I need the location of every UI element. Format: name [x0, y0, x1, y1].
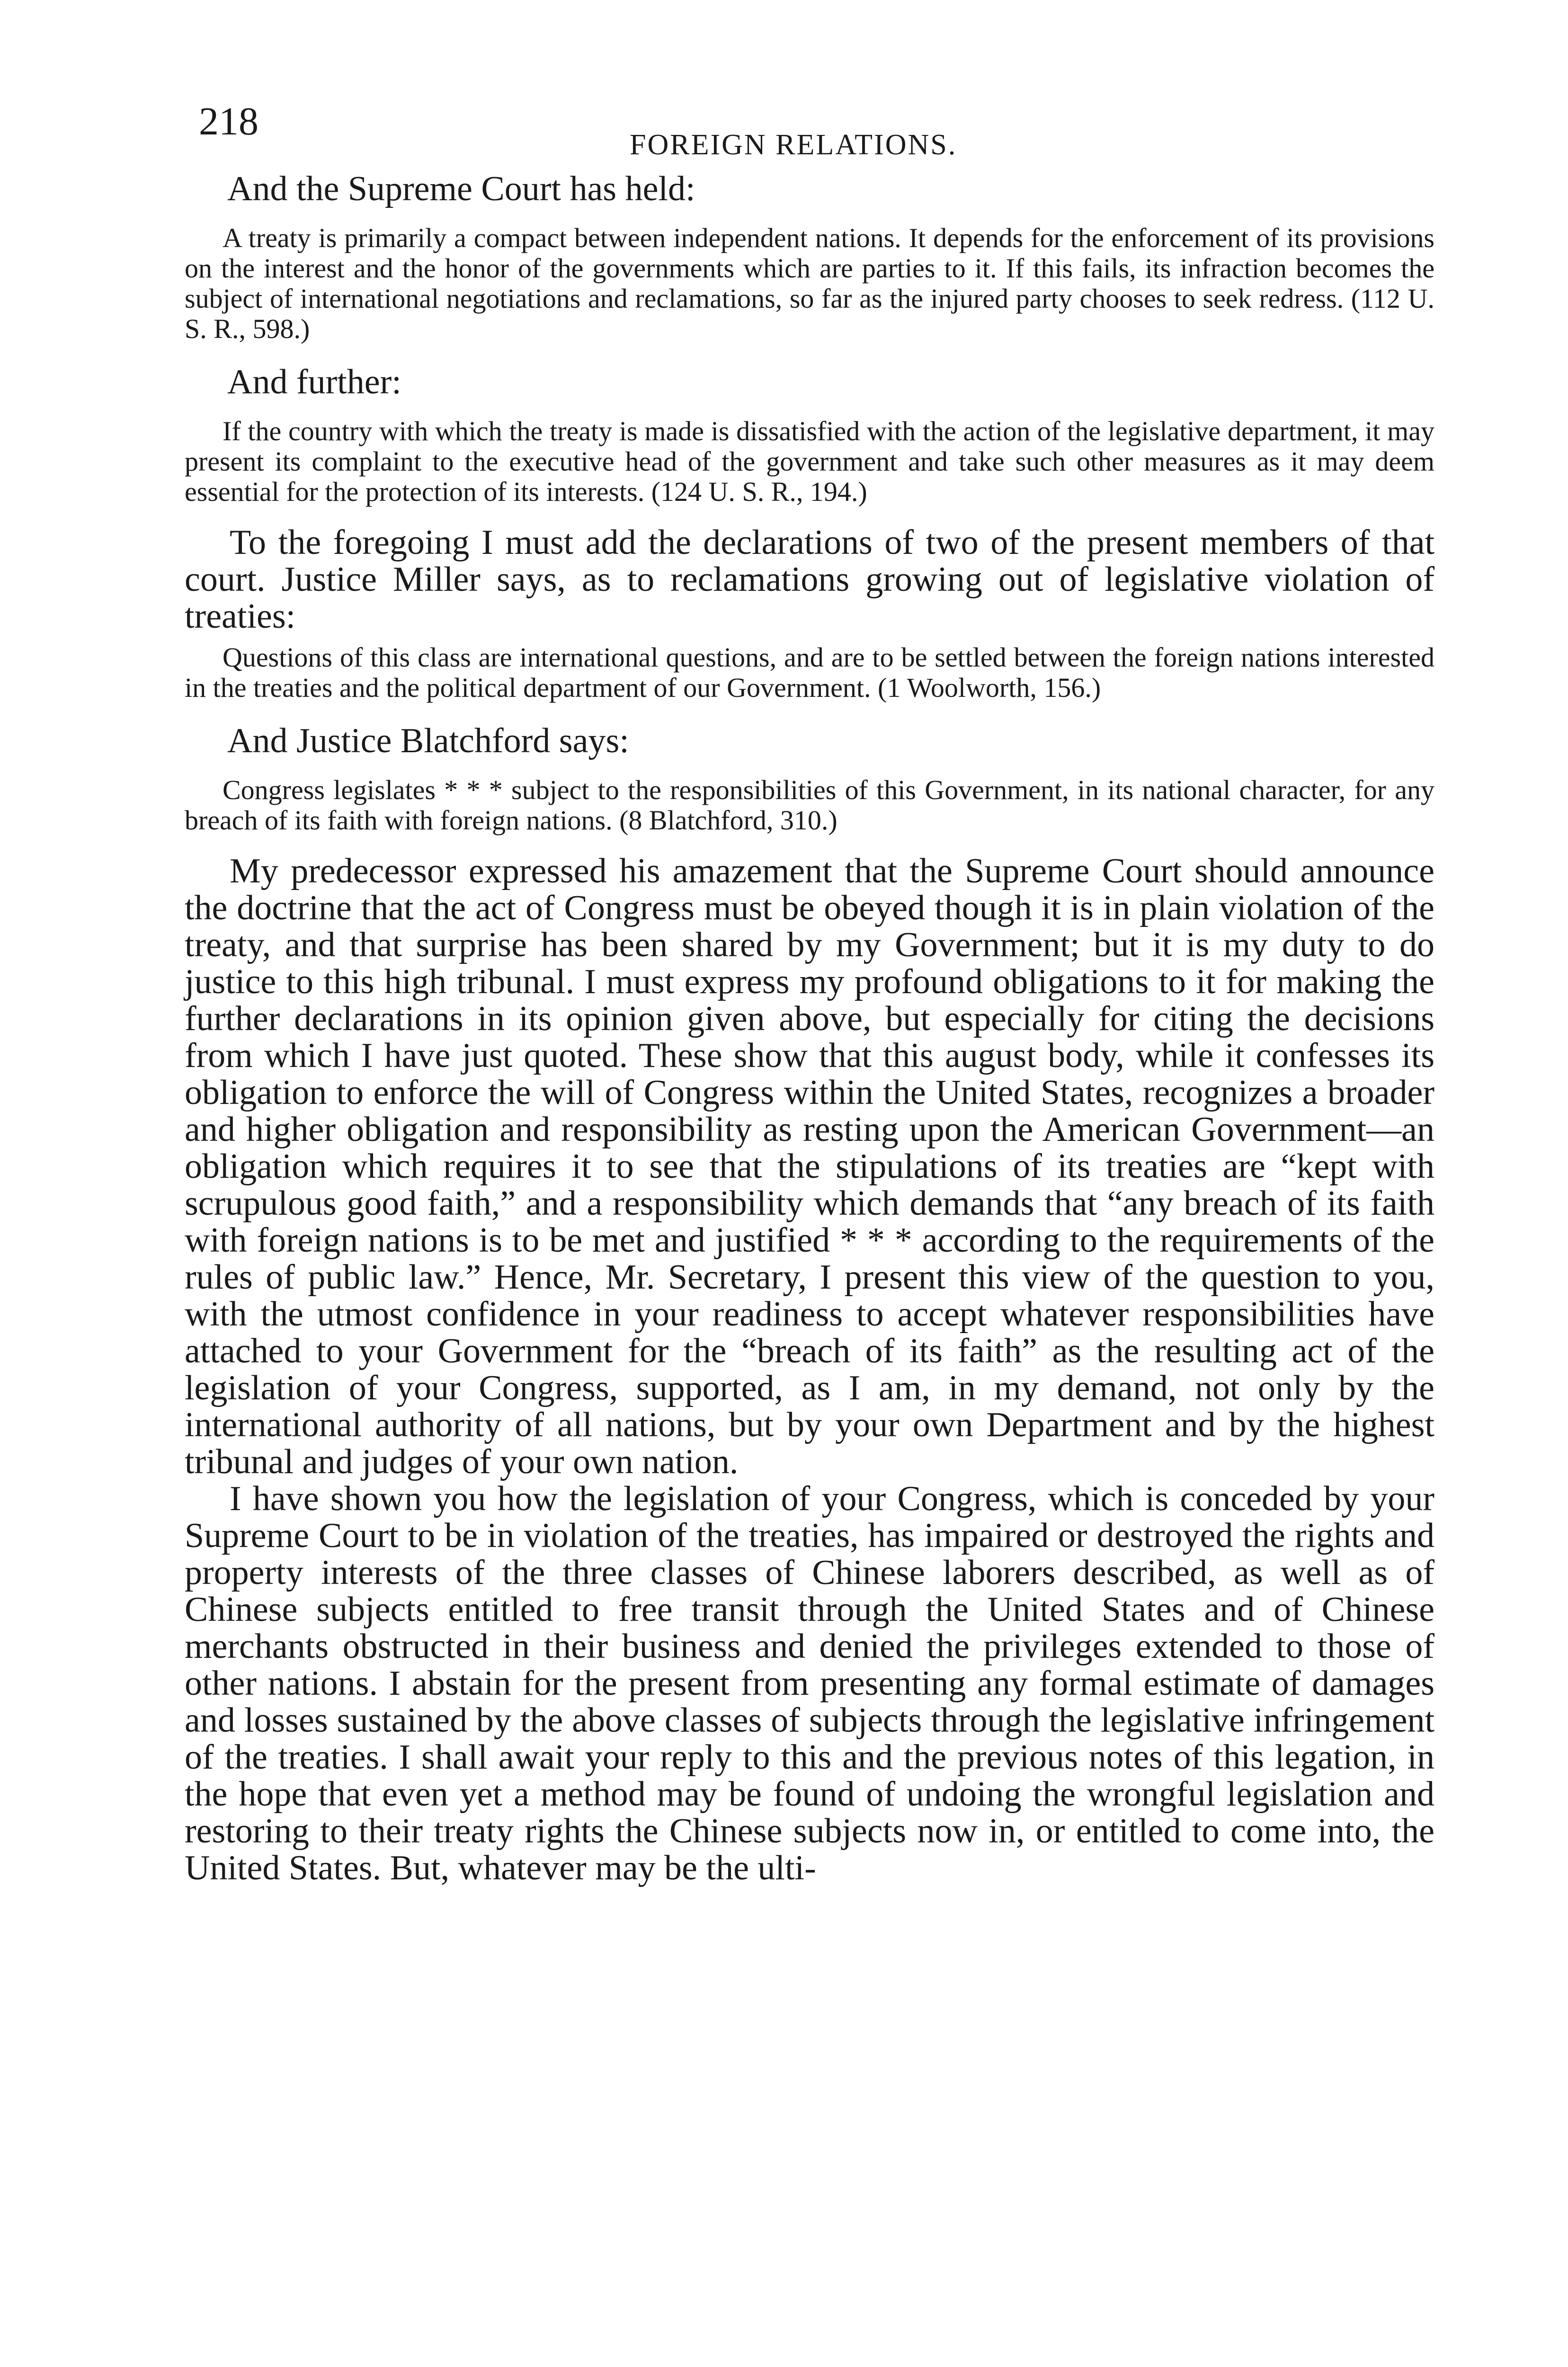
quote-dissatisfied-country: If the country with which the treaty is made is dissatisfied with the action of the legislative department, it may present its complaint to the executive head of the government and take such other measures as it may deem essential for the protection of its interests. (124 U. S. R., 194.)	[185, 416, 1434, 507]
lead-justice-blatchford: And Justice Blatchford says:	[227, 721, 629, 760]
paragraph-legislation-shown: I have shown you how the legislation of your Congress, which is conceded by your Supreme Court to be in violation of the treaties, has impaired or destroyed the rights and property interests of the three classes of Chinese laborers described, as well as of Chinese subjects entitled to free transit through the United States and of Chinese merchants obstructed in their business and denied the privileges extended to those of other nations. I abstain for the present from presenting any formal estimate of damages and losses sustained by the above classes of subjects through the legislative infringement of the treaties. I shall await your reply to this and the previous notes of this legation, in the hope that even yet a method may be found of undoing the wrongful legislation and restoring to their treaty rights the Chinese subjects now in, or entitled to come into, the United States. But, whatever may be the ulti-	[185, 1479, 1434, 1887]
paragraph-predecessor: My predecessor expressed his amazement that the Supreme Court should announce the doctrine that the act of Congress must be obeyed though it is in plain violation of the treaty, and that surprise has been shared by my Government; but it is my duty to do justice to this high tribunal. I must express my profound obligations to it for making the further declarations in its opinion given above, but especially for citing the decisions from which I have just quoted. These show that this august body, while it confesses its obligation to enforce the will of Congress within the United States, recognizes a broader and higher obligation and responsibility as resting upon the American Government—an obligation which requires it to see that the stipulations of its treaties are “kept with scrupulous good faith,” and a responsibility which demands that “any breach of its faith with foreign nations is to be met and justified * * * according to the requirements of the rules of public law.” Hence, Mr. Secretary, I present this view of the question to you, with the utmost confidence in your readiness to accept whatever responsibilities have attached to your Government for the “breach of its faith” as the resulting act of the legislation of your Congress, supported, as I am, in my demand, not only by the international authority of all nations, but by your own Department and by the highest tribunal and judges of your own nation.	[185, 852, 1434, 1481]
page-header	[185, 97, 1434, 168]
quote-treaty-compact: A treaty is primarily a compact between independent nations. It depends for the enforcement of its provisions on the interest and the honor of the governments which are parties to it. If this fails, its infraction becomes the subject of international negotiations and reclamations, so far as the injured party chooses to seek redress. (112 U. S. R., 598.)	[185, 222, 1434, 344]
paragraph-declarations: To the foregoing I must add the declarations of two of the present members of that court. Justice Miller says, as to reclamations growing out of legislative violation of treaties:	[185, 523, 1434, 636]
quote-justice-miller: Questions of this class are international questions, and are to be settled between the foreign nations interested in the treaties and the political department of our Government. (1 Woolworth, 156.)	[185, 642, 1434, 703]
lead-further: And further:	[227, 363, 401, 401]
page-number: 218	[199, 99, 258, 143]
running-title: FOREIGN RELATIONS.	[630, 129, 957, 161]
document-page	[185, 97, 1434, 1886]
lead-supreme-court: And the Supreme Court has held:	[227, 169, 695, 208]
quote-justice-blatchford: Congress legislates * * * subject to the responsibilities of this Government, in its national character, for any breach of its faith with foreign nations. (8 Blatchford, 310.)	[185, 774, 1434, 836]
